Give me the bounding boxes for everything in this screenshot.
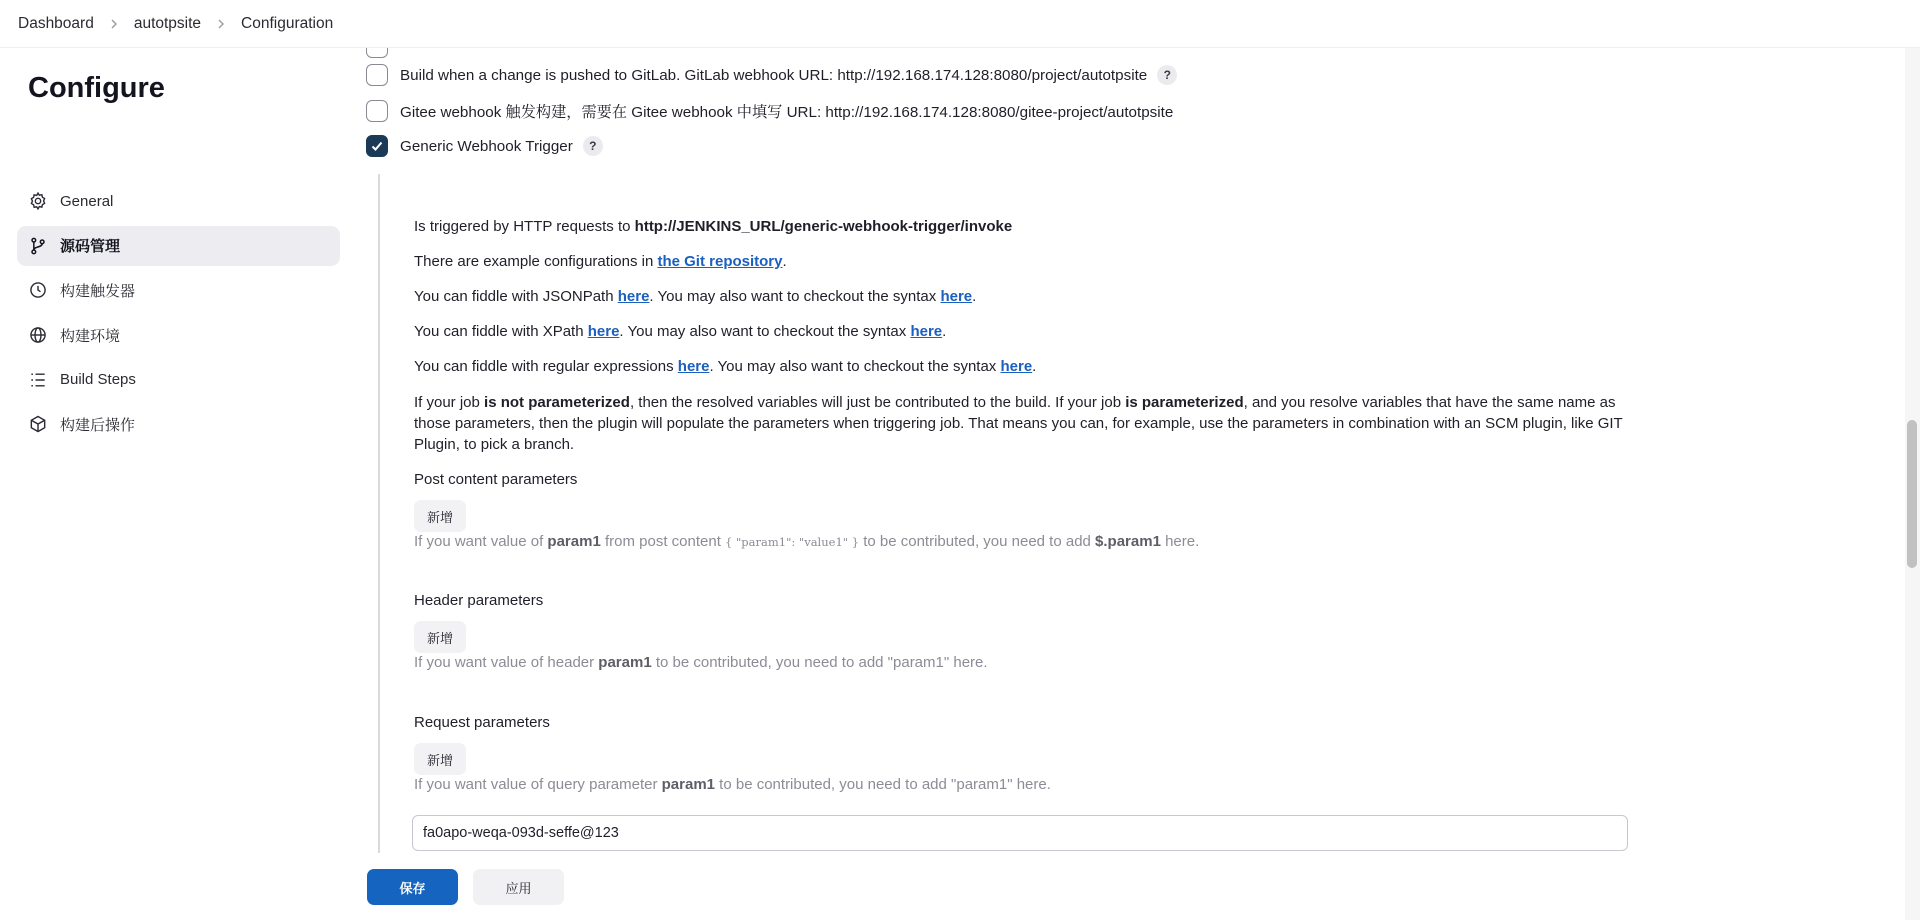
trigger-row-gitlab	[366, 64, 1177, 86]
jsonpath-line: You can fiddle with JSONPath here. You may also want to checkout the syntax here.	[414, 288, 977, 305]
breadcrumb-dashboard[interactable]: Dashboard	[18, 14, 94, 32]
checkbox-gitlab[interactable]	[366, 64, 388, 86]
gitee-trigger-label: Gitee webhook 触发构建，需要在 Gitee webhook 中填写 URL: http://192.168.174.128:8080/gitee-project/autotpsite	[400, 103, 1174, 121]
breadcrumb	[0, 0, 1920, 48]
checkbox-generic-webhook[interactable]	[366, 135, 388, 157]
checkbox-previous[interactable]	[366, 48, 388, 58]
configure-sidebar	[0, 48, 355, 920]
add-header-param-button[interactable]: 新增	[414, 621, 466, 653]
breadcrumb-autotpsite[interactable]: autotpsite	[133, 14, 202, 32]
apply-button[interactable]: 应用	[473, 869, 564, 905]
list-icon	[28, 370, 48, 390]
xpath-fiddle-link[interactable]: here	[587, 323, 620, 340]
nav-item-build-steps[interactable]	[17, 360, 340, 400]
section-nav	[17, 181, 340, 449]
checkbox-gitee[interactable]	[366, 100, 388, 122]
page-title: Configure	[28, 72, 165, 104]
post-content-label: Post content parameters	[414, 471, 578, 488]
generic-trigger-label: Generic Webhook Trigger	[400, 137, 573, 155]
help-icon[interactable]: ?	[583, 136, 603, 156]
header-params-hint: If you want value of header param1 to be contributed, you need to add "param1" here.	[414, 654, 988, 671]
nav-item-label: 构建后操作	[60, 416, 136, 434]
add-request-param-button[interactable]: 新增	[414, 743, 466, 775]
example-line: There are example configurations in the Git repository.	[414, 253, 787, 270]
regex-syntax-link[interactable]: here	[1000, 358, 1033, 375]
xpath-syntax-link[interactable]: here	[910, 323, 943, 340]
nav-item-label: General	[60, 192, 114, 210]
jsonpath-fiddle-link[interactable]: here	[617, 288, 650, 305]
chevron-right-icon	[109, 19, 119, 29]
nav-item-post-build[interactable]	[17, 404, 340, 444]
nav-item-build-triggers[interactable]	[17, 270, 340, 310]
xpath-line: You can fiddle with XPath here. You may also want to checkout the syntax here.	[414, 323, 947, 340]
branch-icon	[28, 236, 48, 256]
invoke-line: Is triggered by HTTP requests to http://JENKINS_URL/generic-webhook-trigger/invoke	[414, 218, 1013, 235]
git-repository-link[interactable]: the Git repository	[657, 253, 783, 270]
post-content-hint: If you want value of param1 from post content { "param1": "value1" } to be contributed, you need to add $.param1 here.	[414, 533, 1200, 550]
chevron-right-icon	[216, 19, 226, 29]
gitlab-trigger-label: Build when a change is pushed to GitLab. GitLab webhook URL: http://192.168.174.128:8080/project/autotpsite	[400, 66, 1148, 84]
token-input[interactable]	[412, 815, 1628, 851]
config-form	[366, 48, 1896, 853]
save-button[interactable]: 保存	[367, 869, 458, 905]
nav-item-scm[interactable]	[17, 226, 340, 266]
globe-icon	[28, 325, 48, 345]
clock-icon	[28, 280, 48, 300]
generic-webhook-section	[378, 174, 1688, 853]
request-params-hint: If you want value of query parameter param1 to be contributed, you need to add "param1" here.	[414, 776, 1051, 793]
trigger-row-generic	[366, 135, 603, 157]
trigger-row-previous	[366, 48, 400, 58]
regex-fiddle-link[interactable]: here	[677, 358, 710, 375]
nav-item-general[interactable]	[17, 181, 340, 221]
nav-item-label: 源码管理	[60, 238, 121, 256]
cube-icon	[28, 414, 48, 434]
form-actions	[0, 855, 1905, 920]
breadcrumb-configuration[interactable]: Configuration	[241, 14, 334, 32]
help-icon[interactable]: ?	[1157, 65, 1177, 85]
nav-item-label: Build Steps	[60, 371, 136, 389]
regex-line: You can fiddle with regular expressions here. You may also want to checkout the syntax here.	[414, 358, 1037, 375]
nav-item-label: 构建环境	[60, 327, 121, 345]
header-params-label: Header parameters	[414, 592, 544, 609]
request-params-label: Request parameters	[414, 714, 550, 731]
gear-icon	[28, 191, 48, 211]
scrollbar-thumb[interactable]	[1907, 420, 1917, 568]
nav-item-build-environment[interactable]	[17, 315, 340, 355]
jsonpath-syntax-link[interactable]: here	[940, 288, 973, 305]
nav-item-label: 构建触发器	[60, 282, 136, 300]
check-icon	[370, 139, 384, 153]
trigger-row-gitee	[366, 100, 1173, 122]
add-post-param-button[interactable]: 新增	[414, 500, 466, 532]
parameterized-description: If your job is not parameterized, then the resolved variables will just be contributed to the build. If your job is parameterized, and you resolve variables that have the same name as those parameters, then the plugin will populate the parameters when triggering job. That means you can, for example, use the parameters in combination with an SCM plugin, like GIT Plugin, to pick a branch.	[414, 394, 1623, 453]
invoke-url: http://JENKINS_URL/generic-webhook-trigger/invoke	[634, 218, 1013, 235]
